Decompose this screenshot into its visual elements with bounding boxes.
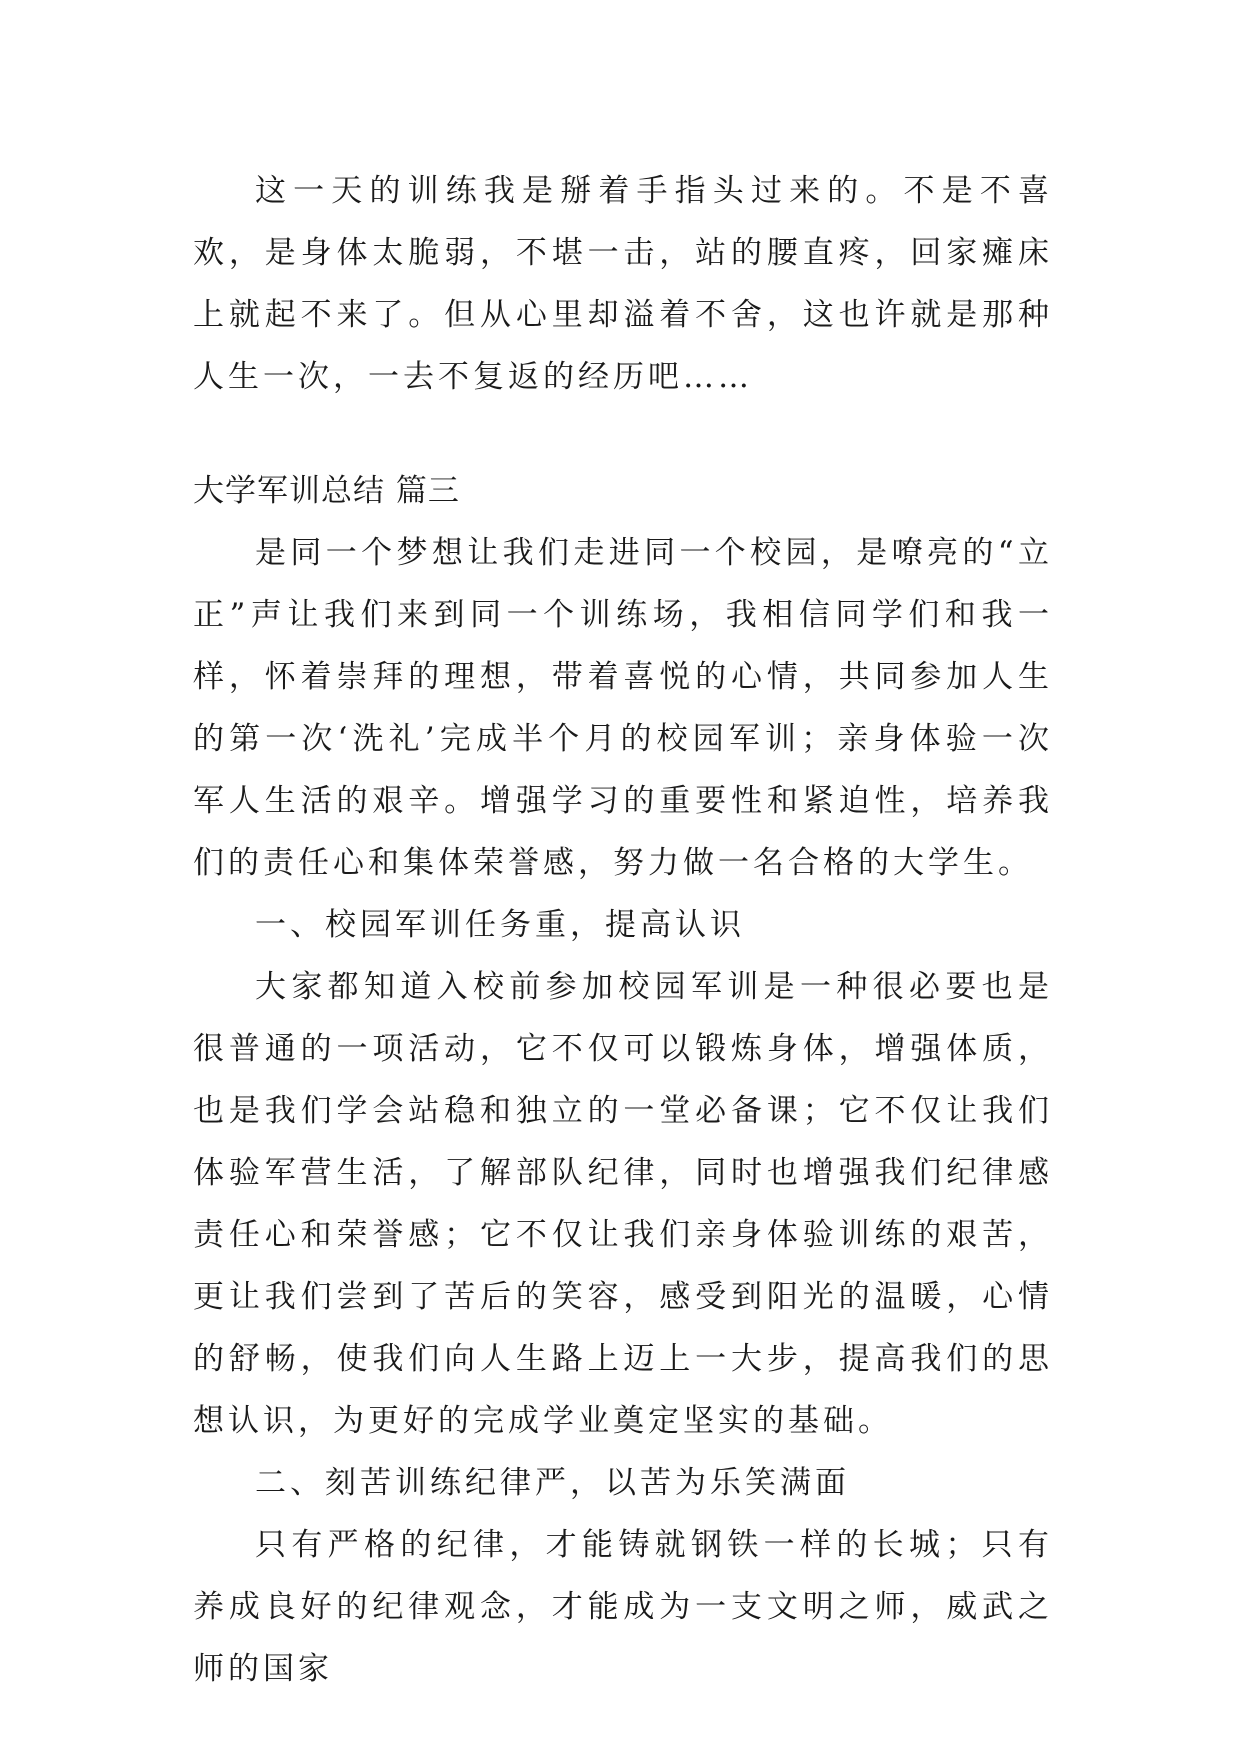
- paragraph-military-training: 大家都知道入校前参加校园军训是一种很必要也是很普通的一项活动，它不仅可以锻炼身体，增强体质，也是我们学会站稳和独立的一堂必备课；它不仅让我们体验军营生活，了解部队纪律，同时也增强我们纪律感责任心和荣誉感；它不仅让我们亲身体验训练的艰苦，更让我们尝到了苦后的笑容，感受到阳光的温暖，心情的舒畅，使我们向人生路上迈上一大步，提高我们的思想认识，为更好的完成学业奠定坚实的基础。: [193, 969, 1053, 1439]
- section-title: 大学军训总结 篇三: [193, 473, 460, 509]
- heading-one: 一、校园军训任务重，提高认识: [255, 907, 745, 943]
- paragraph-intro-section-three: 是同一个梦想让我们走进同一个校园，是嘹亮的“立正”声让我们来到同一个训练场，我相信同学们和我一样，怀着崇拜的理想，带着喜悦的心情，共同参加人生的第一次‘洗礼’完成半个月的校园军训；亲身体验一次军人生活的艰辛。增强学习的重要性和紧迫性，培养我们的责任心和集体荣誉感，努力做一名合格的大学生。: [193, 535, 1053, 881]
- heading-two: 二、刻苦训练纪律严，以苦为乐笑满面: [255, 1465, 850, 1501]
- paragraph-discipline: 只有严格的纪律，才能铸就钢铁一样的长城；只有养成良好的纪律观念，才能成为一支文明之师，威武之师的国家: [193, 1527, 1053, 1687]
- intro-paragraph: 这一天的训练我是掰着手指头过来的。不是不喜欢，是身体太脆弱，不堪一击，站的腰直疼，回家瘫床上就起不来了。但从心里却溢着不舍，这也许就是那种人生一次，一去不复返的经历吧……: [193, 173, 1053, 395]
- document-body: [193, 160, 1053, 1700]
